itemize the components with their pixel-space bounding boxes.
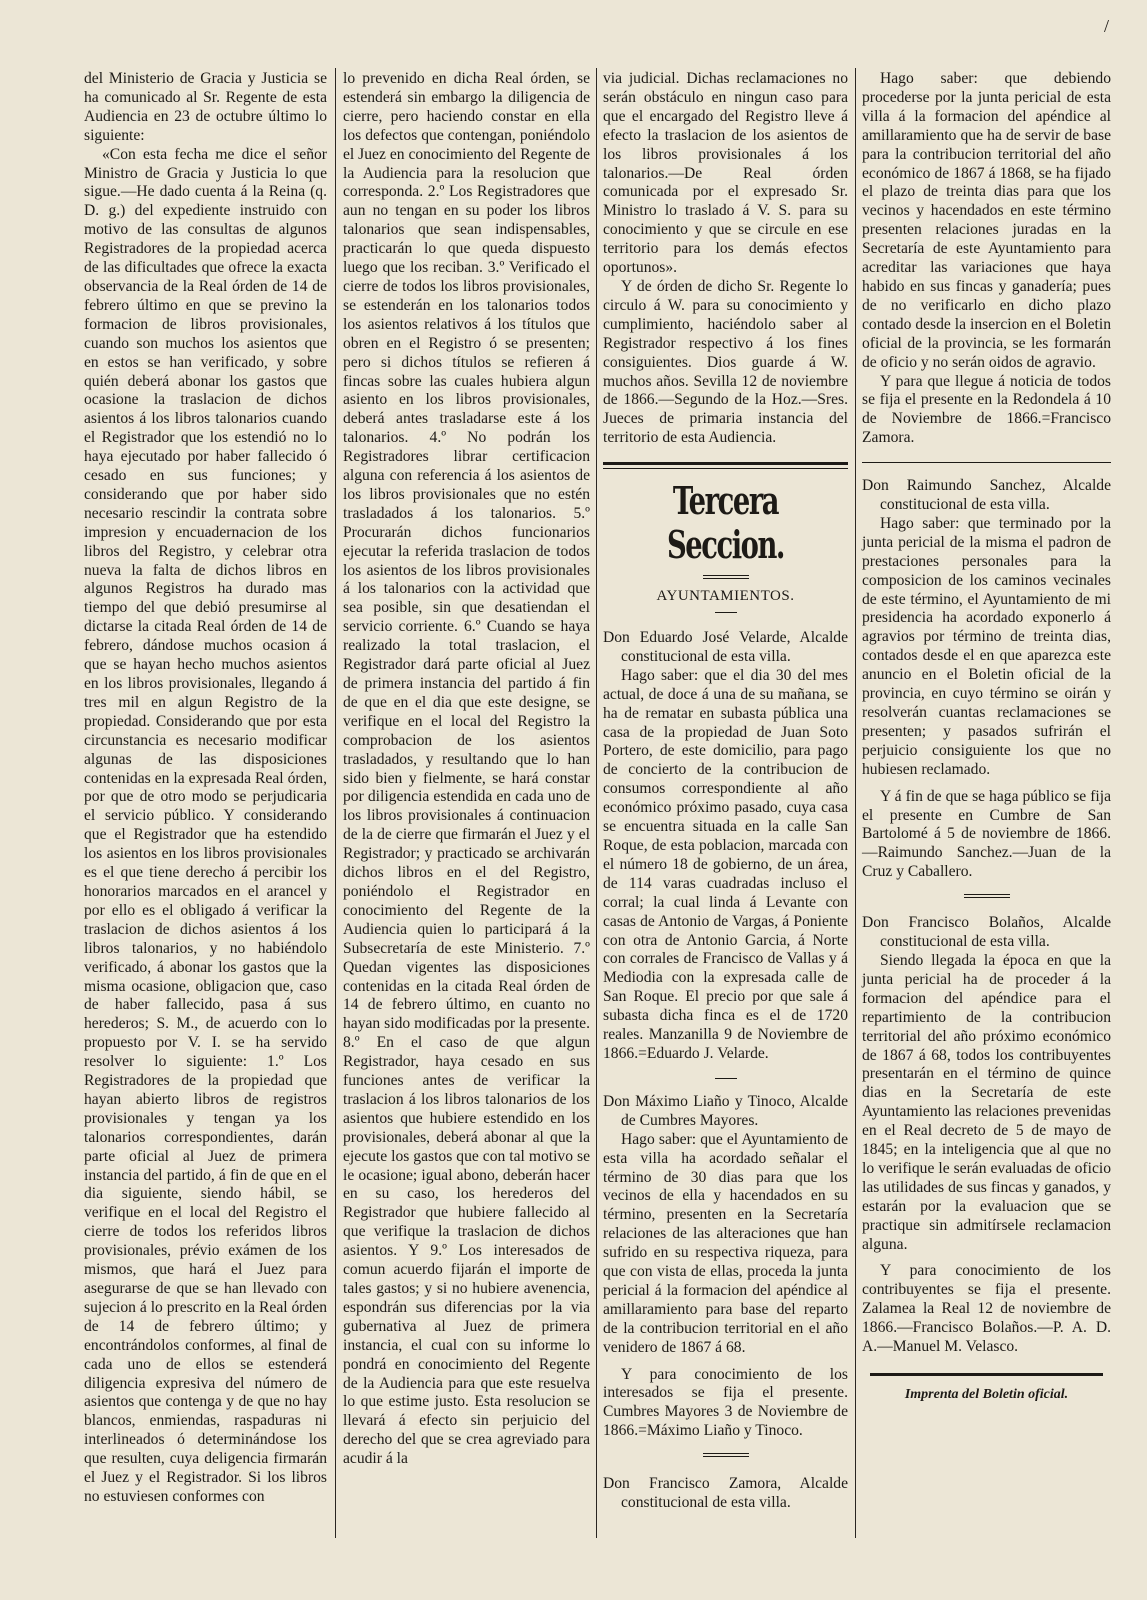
notice-body: Hago saber: que terminado por la junta pericial de la misma el padron de prestaciones personales para la composicion de los caminos vecinales de este término, el Ayuntamiento de mi presidencia ha acordado exponerlo á agravios por término de treinta dias, contados desde el en que aparezca este anuncio en el Boletin oficial de la provincia, en cuyo término se oirán y resolverán cuantas reclamaciones se presenten; y pasados sufrirán el perjuicio consiguiente los que no hubiesen reclamado. [862, 514, 1111, 778]
section-divider [603, 462, 848, 469]
notice-heading: Don Francisco Zamora, Alcalde constitucional de esta villa. [603, 1475, 848, 1512]
notice-body: Hago saber: que el dia 30 del mes actual, de doce á una de su mañana, se ha de rematar en subasta pública una casa de la propiedad de Juan Soto Portero, de este domicilio, para pago de concierto de la contribucion de consumos correspondiente al año económico próximo pasado, cuya casa se encuentra situada en la calle San Roque, de esta poblacion, marcada con el número 18 de gobierno, de un área, de 114 varas cuadradas incluso el corral; la cual linda á Levante con casas de Antonio de Vargas, á Poniente con otra de Antonio Garcia, á Norte con corrales de Francisco de Vallas y á Mediodia con la expresada calle de San Roque. El precio por que sale á subasta dicha finca es el de 1720 reales. Manzanilla 9 de Noviembre de 1866.=Eduardo J. Velarde. [603, 666, 848, 1062]
notice-body: Y para conocimiento de los contribuyentes se fija el presente. Zalamea la Real 12 de noviembre de 1866.—Francisco Bolaños.—P. A. D. A.—Manuel M. Velasco. [862, 1262, 1111, 1356]
column-2 [343, 70, 590, 1469]
column-rule [596, 68, 597, 1538]
notice-body: Y para conocimiento de los interesados se fija el presente. Cumbres Mayores 3 de Noviembre de 1866.=Máximo Liaño y Tinoco. [603, 1365, 848, 1440]
notice-body: Y á fin de que se haga público se fija el presente en Cumbre de San Bartolomé á 5 de noviembre de 1866.—Raimundo Sanchez.—Juan de la Cruz y Caballero. [862, 787, 1111, 881]
library-watermark [868, 1500, 1068, 1590]
paragraph: del Ministerio de Gracia y Justicia se ha comunicado al Sr. Regente de esta Audiencia en 23 de octubre último lo siguiente: [84, 70, 327, 144]
paragraph: via judicial. Dichas reclamaciones no serán obstáculo en ningun caso para que el encargado del Registro lleve á efecto la traslacion de los asientos de los libros provisionales á los talonarios.—De Real órden comunicada por el expresado Sr. Ministro lo traslado á V. S. para su conocimiento y que se circule en ese territorio para los demás efectos oportunos». [603, 70, 848, 277]
notice-body: Hago saber: que el Ayuntamiento de esta villa ha acordado señalar el término de 30 dias para que los vecinos de ella y hacendados en su término, presenten en la Secretaría relaciones de las alteraciones que han sufrido en su respectiva riqueza, para que con vista de ellas, proceda la junta pericial á la formacion del apéndice al amillaramiento para base del reparto de la contribucion territorial en el año venidero de 1867 á 68. [603, 1130, 848, 1356]
notice-body: Hago saber: que debiendo procederse por la junta pericial de esta villa á la formacion del apéndice al amillaramiento que ha de servir de base para la contribucion territorial del año económico de 1867 á 1868, se ha fijado el plazo de treinta dias para que los vecinos y hacendados en este término presenten relaciones juradas en la Secretaría de este Ayuntamiento para acreditar las variaciones que haya habido en sus fincas y ganadería; pues de no verificarlo en dicho plazo contado desde la insercion en el Boletin oficial de la provincia, se les formarán de oficio y no serán oidos de agravio. [862, 70, 1111, 371]
divider [715, 612, 737, 613]
paragraph: Y de órden de dicho Sr. Regente lo circulo á W. para su conocimiento y cumplimiento, haciéndolo saber al Registrador respectivo á los fines consiguientes. Dios guarde á W. muchos años. Sevilla 12 de noviembre de 1866.—Segundo de la Hoz.—Sres. Jueces de primaria instancia del territorio de esta Audiencia. [603, 277, 848, 447]
column-rule [335, 68, 336, 1538]
column-1 [84, 70, 327, 1507]
column-3 [603, 70, 848, 1513]
section-title: Tercera Seccion. [666, 478, 785, 568]
paragraph: lo prevenido en dicha Real órden, se estenderá sin embargo la diligencia de cierre, pero haciendo constar en ella los defectos que contengan, poniéndolo el Juez en conocimiento del Regente de la Audiencia para la resolucion que corresponda. 2.º Los Registradores que aun no tengan en su poder los libros talonarios que sean indispensables, practicarán lo que queda dispuesto luego que los reciban. 3.º Verificado el cierre de todos los libros provisionales, se estenderán en los talonarios todos los asientos relativos á los títulos que obren en el Registro ó se presenten; pero si dichos títulos se refieren á fincas sobre las cuales hubiera algun asiento en los libros provisionales, deberá antes trasladarse este á los talonarios. 4.º No podrán los Registradores librar certificacion alguna con referencia á los asientos de los libros provisionales que no estén trasladados á los talonarios. 5.º Procurarán dichos funcionarios ejecutar la referida traslacion de todos los asientos de los libros provisionales á los talonarios con la actividad que sea posible, sin que desatiendan el servicio corriente. 6.º Cuando se haya realizado la total traslacion, el Registrador dará parte oficial al Juez de primera instancia del partido á fin de que en el dia que este designe, se verifique en el local del Registro la comprobacion de los asientos trasladados, y resultando que lo han sido bien y fielmente, se hará constar por diligencia estendida en cada uno de los libros provisionales á continuacion de la de cierre que firmarán el Juez y el Registrador; y practicado se archivarán dichos libros en el del Registro, poniéndolo el Registrador en conocimiento del Regente de la Audiencia quien lo participará á la Subsecretaría de este Ministerio. 7.º Quedan vigentes las disposiciones contenidas en la citada Real órden de 14 de febrero último, en cuanto no hayan sido modificadas por la presente. 8.º En el caso de que algun Registrador, haya cesado en sus funciones antes de verificar la traslacion á los libros talonarios de los asientos que hubiere estendido en los provisionales, deberá abonar al que la ejecute los gastos que con tal motivo se le ocasione; igual abono, deberán hacer en su caso, los herederos del Registrador que hubiere fallecido al que verifique la traslacion de dichos asientos. Y 9.º Los interesados de comun acuerdo fijarán el importe de tales gastos; y si no hubiere avenencia, espondrán sus diferencias por la via gubernativa al Juez de primera instancia, el cual con su informe lo pondrá en conocimiento del Regente de la Audiencia para que este resuelva lo que estime justo. Esta resolucion se llevará á efecto sin perjuicio del derecho del que se crea agreviado para acudir á la [343, 70, 590, 1468]
end-rule [870, 1373, 1103, 1376]
notice-body: Siendo llegada la época en que la junta pericial ha de proceder á la formacion del apéndice para el repartimiento de la contribucion territorial del año próximo económico de 1867 á 68, todos los contribuyentes presentarán en el término de quince dias en la Secretaría de este Ayuntamiento las relaciones prevenidas en el Real decreto de 5 de mayo de 1845; en la inteligencia que al que no lo verifique le serán evaluadas de oficio las utilidades de sus fincas y ganados, y estarán por la evaluacion que se practique sin admitírsele reclamacion alguna. [862, 951, 1111, 1253]
notice-heading: Don Máximo Liaño y Tinoco, Alcalde de Cumbres Mayores. [603, 1092, 848, 1129]
paragraph: «Con esta fecha me dice el señor Ministro de Gracia y Justicia lo que sigue.—He dado cuenta á la Reina (q. D. g.) del expediente instruido con motivo de las consultas de algunos Registradores de la propiedad acerca de las dificultades que ofrece la exacta observancia de la Real órden de 14 de febrero último en que se previno la formacion de libros provisionales, cuando son muchos los asientos que en estos se han verificado, y sobre quién deberá abonar los gastos que ocasione la traslacion de dichos asientos á los libros talonarios cuando el Registrador que los estendió no lo haya ejecutado por haber fallecido ó cesado en sus funciones; y considerando que por haber sido necesario rescindir la contrata sobre impresion y encuadernacion de los libros del Registro, y celebrar otra nueva la falta de dichos libros en algunos Registros ha durado mas tiempo del que debió presumirse al dictarse la citada Real órden de 14 de febrero, dándose muchos ocasion á que se hayan hecho muchos asientos en los libros provisionales, llegando á tres mil en algun Registro de la propiedad. Considerando que por esta circunstancia es necesario modificar algunas de las disposiciones contenidas en la expresada Real órden, por que de otro modo se perjudicaria el servicio público. Y considerando que el Registrador que ha estendido los asientos en los libros provisionales es el que tiene derecho á percibir los honorarios marcados en el arancel y por ello es el obligado á verificar la traslacion de dichos asientos á los libros talonarios, y no habiéndolo verificado, á abonar los gastos que la misma ocasione, obligacion que, caso de haber fallecido, pasa á sus herederos; S. M., de acuerdo con lo propuesto por V. I. se ha servido resolver lo siguiente: 1.º Los Registradores de la propiedad que hayan abierto libros de registros provisionales y tengan ya los talonarios correspondientes, darán parte oficial al Juez de primera instancia del partido, á fin de que en el dia siguiente, siendo hábil, se verifique en el local del Registro el cierre de todos los referidos libros provisionales, prévio exámen de los mismos, que hará el Juez para asegurarse de que se han llevado con sujecion á lo prescrito en la Real órden de 14 de febrero último; y encontrándolos conformes, al final de cada uno de ellos se estenderá diligencia expresiva del número de asientos que contenga y de que no hay blancos, enmiendas, raspaduras ni interlineados ó determinándose los que resulten, cuya deligencia firmarán el Juez y el Registrador. Si los libros no estuviesen conformes con [84, 145, 327, 1505]
divider [703, 1453, 749, 1457]
imprint: Imprenta del Boletin oficial. [904, 1387, 1069, 1402]
divider [964, 894, 1010, 898]
divider [862, 462, 1111, 463]
column-4 [862, 70, 1111, 1405]
corner-mark: / [1104, 16, 1110, 36]
column-rule [855, 68, 856, 1538]
section-subhead: AYUNTAMIENTOS. [656, 588, 795, 605]
divider [715, 1078, 737, 1079]
notice-heading: Don Raimundo Sanchez, Alcalde constitucional de esta villa. [862, 477, 1111, 514]
divider [703, 575, 749, 579]
notice-body: Y para que llegue á noticia de todos se fija el presente en la Redondela á 10 de Noviembre de 1866.=Francisco Zamora. [862, 372, 1111, 447]
notice-heading: Don Francisco Bolaños, Alcalde constitucional de esta villa. [862, 914, 1111, 951]
notice-heading: Don Eduardo José Velarde, Alcalde constitucional de esta villa. [603, 629, 848, 665]
